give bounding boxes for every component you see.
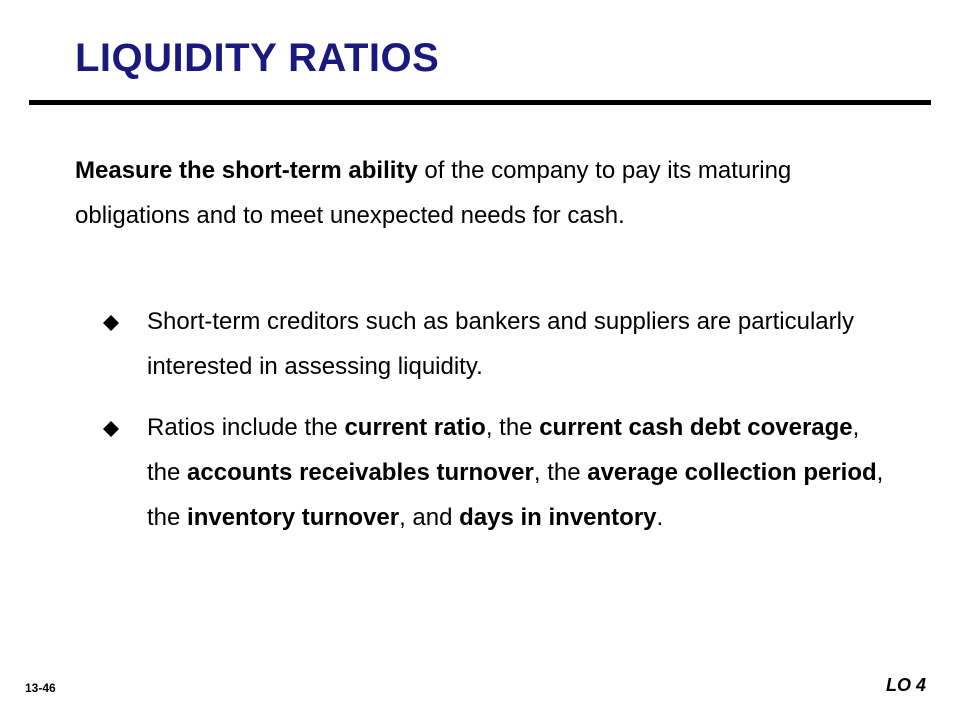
bullet-text xyxy=(147,414,883,531)
text-segment: , and xyxy=(399,504,460,531)
title-divider xyxy=(29,100,931,105)
diamond-bullet-icon xyxy=(103,421,119,437)
term-days-in-inventory: days in inventory xyxy=(459,504,657,531)
text-segment: Ratios include the xyxy=(147,414,345,441)
diamond-bullet-icon xyxy=(103,315,119,331)
term-current-cash-debt-coverage: current cash debt coverage xyxy=(539,414,853,441)
slide-title: LIQUIDITY RATIOS xyxy=(75,36,440,80)
text-segment: , the xyxy=(533,459,588,486)
term-average-collection-period: average collection period xyxy=(587,459,877,486)
text-segment: . xyxy=(656,504,664,531)
text-segment: , the xyxy=(147,414,860,486)
term-accounts-receivables-turnover: accounts receivables turnover xyxy=(187,459,534,486)
bullet-item-ratios xyxy=(100,405,890,540)
text-segment: , the xyxy=(485,414,540,441)
bullet-item-creditors xyxy=(100,299,890,389)
learning-objective-tag: LO 4 xyxy=(886,675,927,695)
slide-number: 13-46 xyxy=(25,681,56,695)
intro-bold-lead: Measure the short-term ability xyxy=(75,157,418,184)
intro-paragraph xyxy=(75,148,855,238)
bullet-list xyxy=(100,299,890,540)
bullet-text: Short-term creditors such as bankers and suppliers are particularly interested in assessing liquidity. xyxy=(147,308,854,380)
text-segment: , the xyxy=(147,459,884,531)
intro-text: of the company to pay its maturing obligations and to meet unexpected needs for cash. xyxy=(75,157,792,229)
term-current-ratio: current ratio xyxy=(344,414,486,441)
term-inventory-turnover: inventory turnover xyxy=(187,504,400,531)
